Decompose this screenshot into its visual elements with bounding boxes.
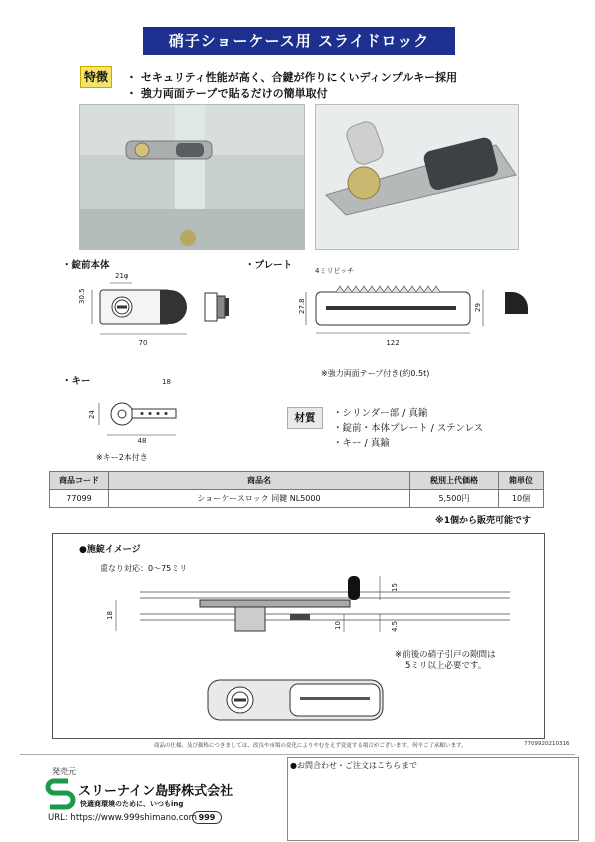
overlap-range: 重なり対応：0～75ミリ: [100, 564, 188, 573]
product-price: 5,500円: [410, 490, 499, 508]
installation-label: ●施錠イメージ: [79, 545, 141, 555]
plate-drawing: [300, 264, 550, 354]
section-lock-body: ・錠前本体: [62, 260, 110, 271]
key-drawing: [80, 377, 190, 447]
dim-plate-height: 27.8: [298, 298, 306, 314]
sale-unit-note: ※1個から販売可能です: [435, 516, 532, 526]
document-code: 7709920210316: [524, 741, 570, 747]
material-label: 材質: [287, 407, 323, 429]
dim-lock-height: 30.5: [78, 288, 86, 304]
company-url[interactable]: URL: https://www.999shimano.com: [48, 813, 197, 823]
dim-key-width: 48: [137, 437, 147, 445]
gap-note-2: 5ミリ以上必要です。: [405, 661, 487, 671]
gap-note: ※前後の硝子引戸の隙間は: [395, 650, 496, 660]
dim-15: 15: [391, 583, 399, 592]
table-header: 商品コード: [50, 472, 109, 490]
box-unit: 10個: [499, 490, 544, 508]
lock-body-drawing: [70, 266, 250, 356]
footer-divider: [20, 754, 575, 755]
section-key: ・キー: [62, 376, 91, 387]
table-header: 税別上代価格: [410, 472, 499, 490]
product-code: 77099: [50, 490, 109, 508]
company-tagline: 快適商環境のために、いつもing: [80, 800, 184, 808]
brand-logo-999: 999: [192, 811, 222, 824]
product-table: [49, 471, 544, 508]
disclaimer: 商品の仕様、及び価格につきましては、改良や市場の変化によりやむをえず変更する場合がございます。何卒ご了承願います。: [154, 743, 467, 749]
keys-note: ※キー2本付き: [96, 453, 148, 462]
table-row: [50, 490, 544, 508]
feature-item: ・ 強力両面テープで貼るだけの簡単取付: [126, 87, 328, 100]
section-plate: ・プレート: [245, 260, 293, 271]
table-header: 箱単位: [499, 472, 544, 490]
company-logo-icon: [46, 779, 74, 809]
dim-lock-width: 70: [138, 339, 148, 347]
dim-key-height: 24: [88, 410, 96, 419]
product-photo-installed: [79, 104, 305, 250]
dim-plate-side: 29: [474, 303, 482, 312]
dim-4-5: 4.5: [391, 620, 399, 632]
page-title: 硝子ショーケース用 スライドロック: [143, 27, 455, 55]
company-name: スリーナイン島野株式会社: [78, 784, 234, 799]
table-header: 商品名: [109, 472, 410, 490]
features-label: 特徴: [80, 66, 112, 88]
feature-item: ・ セキュリティ性能が高く、合鍵が作りにくいディンプルキー採用: [126, 71, 458, 84]
material-item: ・キー / 真鍮: [333, 438, 390, 449]
material-item: ・錠前・本体プレート / ステンレス: [333, 423, 484, 434]
material-item: ・シリンダー部 / 真鍮: [333, 408, 428, 419]
dim-18: 18: [106, 611, 114, 620]
dim-10: 10: [334, 621, 342, 630]
dim-lock-diameter: 21φ: [115, 272, 129, 280]
dim-plate-pitch: 4ミリピッチ: [315, 267, 355, 275]
contact-label: ●お問合わせ・ご注文はこちらまで: [290, 761, 417, 770]
product-photo-closeup: [315, 104, 519, 250]
tape-note: ※強力両面テープ付き(約0.5t): [321, 369, 430, 378]
seller-label: 発売元: [52, 767, 76, 776]
product-name: ショーケースロック 同鍵 NL5000: [109, 490, 410, 508]
dim-key-bow: 18: [162, 378, 171, 386]
dim-plate-length: 122: [386, 339, 400, 347]
